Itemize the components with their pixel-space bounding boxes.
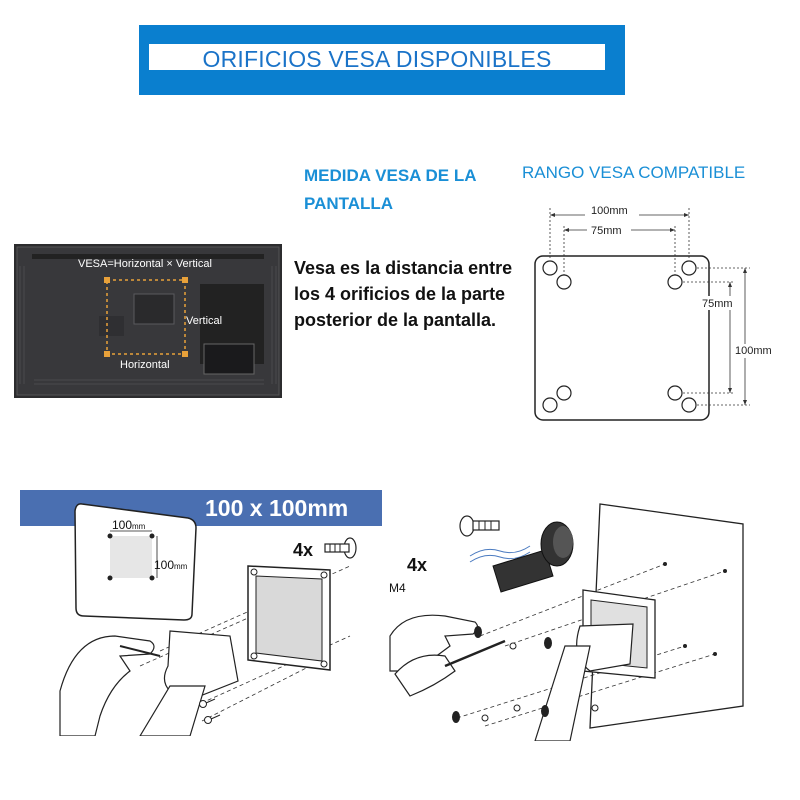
screw-icon-right: [460, 516, 499, 536]
hole-100-tr: [682, 261, 696, 275]
tv-back-photo: [14, 244, 282, 398]
hole-100-bl: [543, 398, 557, 412]
vesa-area: [110, 536, 152, 578]
size-banner-text: 100 x 100mm: [205, 495, 349, 521]
screwdriver: [445, 641, 505, 666]
left-mounting-illustration: [20, 496, 390, 736]
tv-horizontal-label: Horizontal: [120, 359, 170, 371]
hole-100-br: [682, 398, 696, 412]
monitor-dim-v-num: 100: [154, 558, 175, 572]
dim-100mm-vertical: 100mm: [735, 345, 772, 357]
dim-75mm-vertical: 75mm: [702, 298, 733, 310]
dim-100mm-horizontal: 100mm: [591, 205, 628, 217]
tv-vesa-label: VESA=Horizontal × Vertical: [78, 258, 212, 270]
hole-75-tl: [557, 275, 571, 289]
hole-75-br: [668, 386, 682, 400]
hole-75-bl: [557, 386, 571, 400]
monitor-dim-h-num: 100: [112, 518, 133, 532]
screw-icon: [325, 538, 356, 558]
right-mounting-illustration: [385, 496, 785, 741]
monitor-dim-v-unit: mm: [174, 562, 188, 571]
vesa-range-diagram: [505, 200, 785, 425]
hole-75-tr: [668, 275, 682, 289]
vesa-description: Vesa es la distancia entre los 4 orificios de la parte posterior de la pantalla.: [294, 258, 513, 330]
spacer-icon: [493, 522, 573, 592]
hole-100-tl: [543, 261, 557, 275]
tv-vertical-label: Vertical: [186, 315, 223, 327]
compatible-range-heading: RANGO VESA COMPATIBLE: [522, 163, 746, 182]
screw-size: M4: [389, 581, 406, 595]
screw-count-left: 4x: [293, 540, 314, 560]
dim-75mm-horizontal: 75mm: [591, 225, 622, 237]
screen-vesa-heading: MEDIDA VESA DE LA PANTALLA: [304, 166, 476, 213]
page-title: ORIFICIOS VESA DISPONIBLES: [202, 46, 552, 72]
monitor-dim-h-unit: mm: [132, 522, 146, 531]
screw-count-right: 4x: [407, 555, 428, 575]
